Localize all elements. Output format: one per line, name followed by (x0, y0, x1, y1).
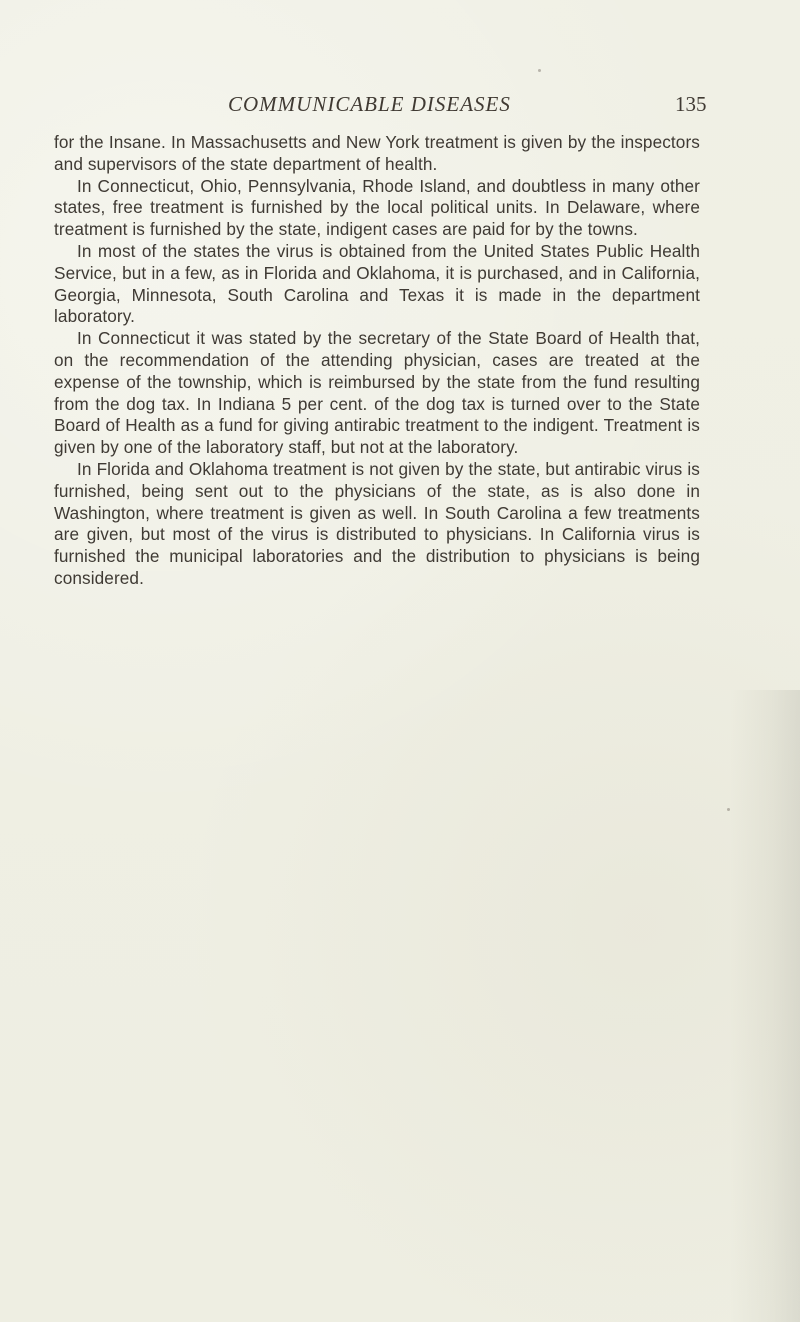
paragraph: In Connecticut it was stated by the secretary of the State Board of Health that, on the recommendation of the attending physician, cases are treated at the expense of the township, which is reimbursed by the state from the fund resulting from the dog tax. In Indiana 5 per cent. of the dog tax is turned over to the State Board of Health as a fund for giving antirabic treatment to the indigent. Treatment is given by one of the laboratory staff, but not at the laboratory. (54, 328, 700, 458)
page-edge-shadow (730, 690, 800, 1322)
body-text (54, 132, 700, 590)
paragraph: In Connecticut, Ohio, Pennsylvania, Rhode Island, and doubtless in many other states, free treatment is furnished by the local political units. In Delaware, where treatment is furnished by the state, indigent cases are paid for by the towns. (54, 175, 700, 240)
paper-speck (727, 808, 730, 811)
page-number: 135 (675, 92, 707, 116)
paragraph: In Florida and Oklahoma treatment is not given by the state, but antirabic virus is furnished, being sent out to the physicians of the state, as is also done in Washington, where treatment is given as well. In South Carolina a few treatments are given, but most of the virus is distributed to physicians. In California virus is furnished the municipal laboratories and the distribution to physicians is being considered. (54, 458, 700, 588)
paragraph: In most of the states the virus is obtained from the United States Public Health Service, but in a few, as in Florida and Oklahoma, it is purchased, and in California, Georgia, Minnesota, South Carolina and Texas it is made in the department laboratory. (54, 240, 700, 327)
paper-speck (538, 69, 541, 72)
running-head: COMMUNICABLE DISEASES (228, 92, 511, 116)
paragraph: for the Insane. In Massachusetts and New York treatment is given by the inspectors and supervisors of the state department of health. (54, 132, 700, 174)
